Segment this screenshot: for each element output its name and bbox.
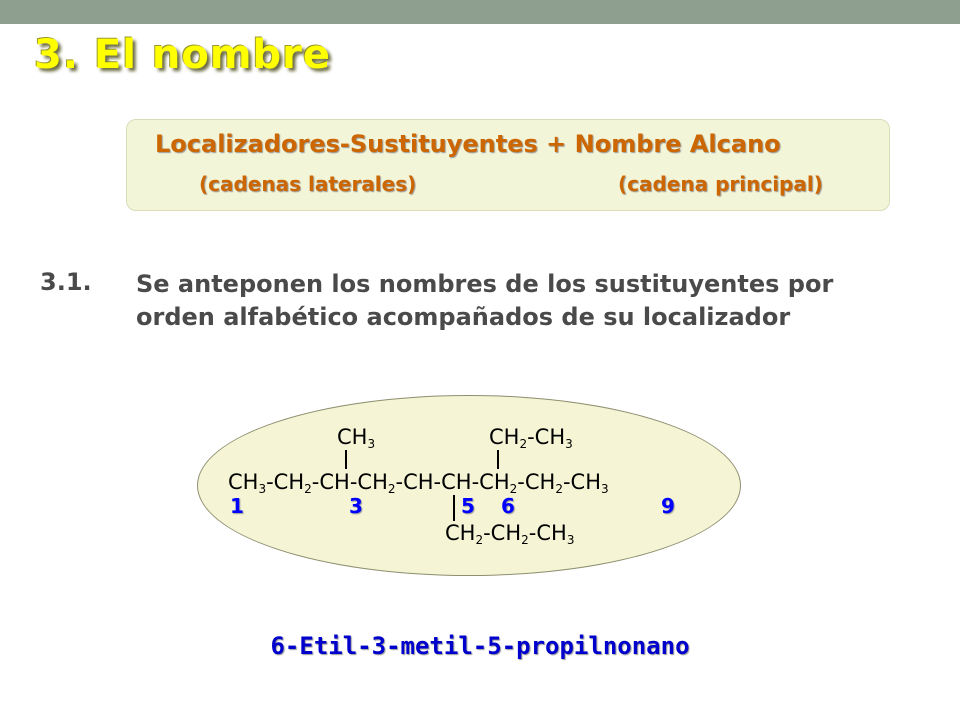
locant-9: 9 [661, 494, 675, 518]
locant-5: 5 [461, 494, 475, 518]
bond-methyl [345, 450, 347, 469]
main-chain-label: (cadena principal) [618, 172, 823, 196]
propyl-substituent: $CH_2-CH_2-CH_3$ [445, 521, 575, 547]
bond-ethyl [497, 450, 499, 469]
top-bar [0, 0, 960, 24]
main-chain: $CH_3-CH_2-CH-CH_2-CH-CH-CH_2-CH_2-CH_3$ [228, 470, 609, 496]
methyl-substituent: $CH_3$ [337, 425, 376, 451]
rule-text: Se anteponen los nombres de los sustituyentes por orden alfabético acompañados de su localizador [136, 270, 834, 331]
slide-title: 3. El nombre [34, 32, 332, 78]
side-chains-label: (cadenas laterales) [199, 172, 417, 196]
rule-number: 3.1. [40, 268, 92, 296]
naming-formula: Localizadores-Sustituyentes + Nombre Alcano [155, 130, 781, 158]
naming-formula-box [126, 119, 890, 211]
locant-3: 3 [349, 494, 363, 518]
ethyl-substituent: $CH_2-CH_3$ [489, 425, 573, 451]
locant-6: 6 [501, 494, 515, 518]
locant-1: 1 [230, 494, 244, 518]
compound-name: 6-Etil-3-metil-5-propilnonano [270, 632, 690, 660]
bond-propyl [453, 495, 455, 521]
